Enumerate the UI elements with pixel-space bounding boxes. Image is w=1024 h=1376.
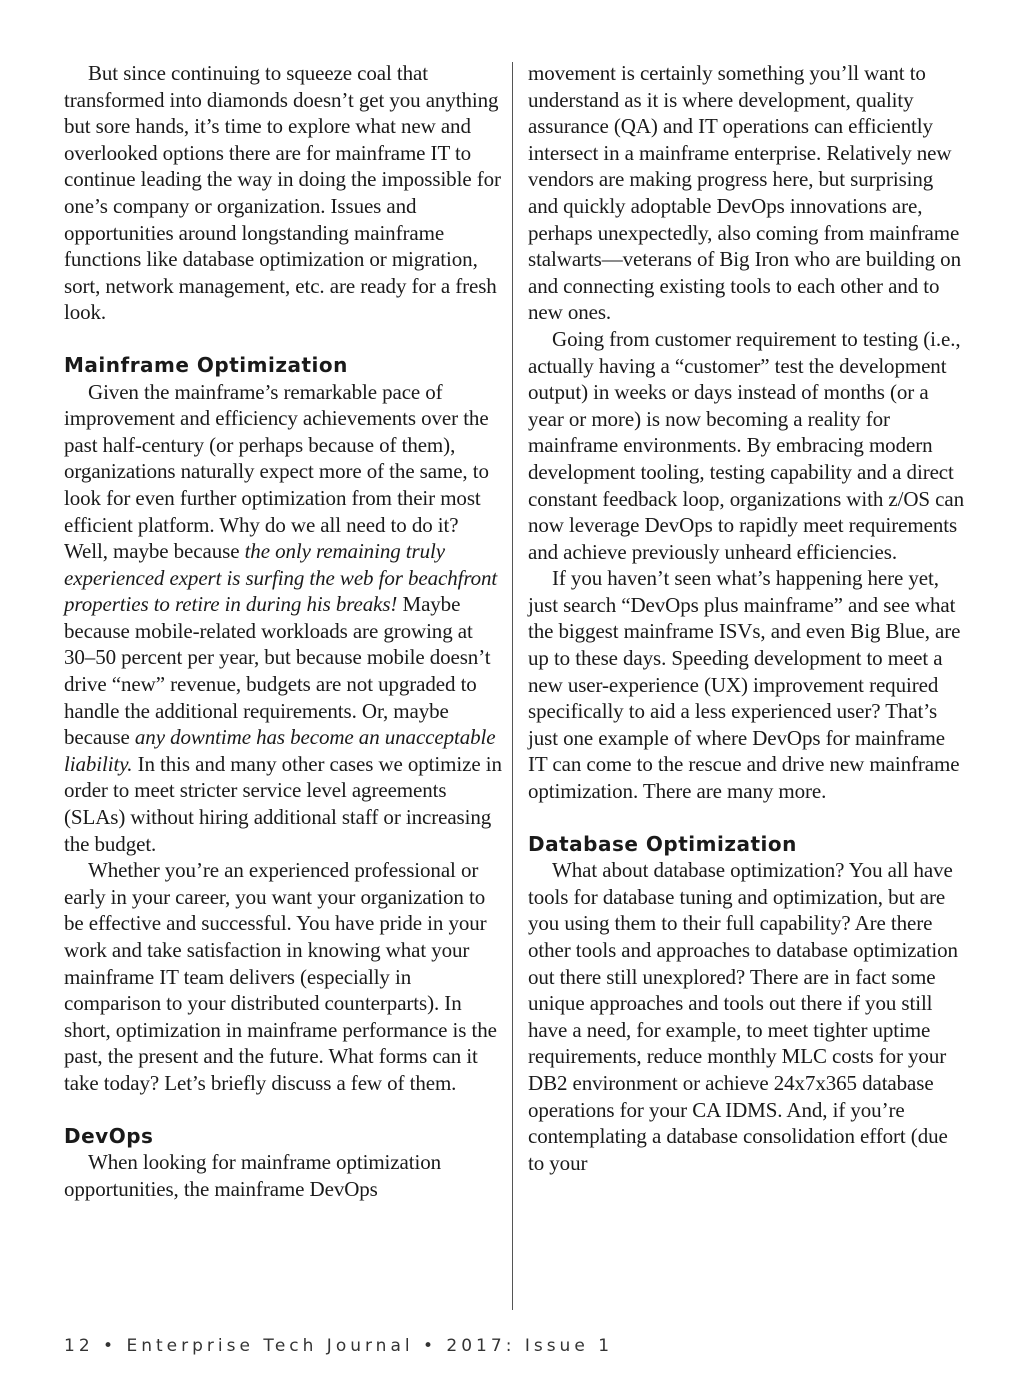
heading-devops: DevOps [64,1123,154,1148]
paragraph-professional: Whether you’re an experienced professional or early in your career, you want your organization to be effective and successful. You have pride in your work and take satisfaction in knowing what your mainframe IT team delivers (especially in comparison to your distributed counterparts). In short, optimization in mainframe performance is the past, the present and the future. What forms can it take today? Let’s briefly discuss a few of them. [64,858,497,1095]
paragraph-devops-start: When looking for mainframe optimization opportunities, the mainframe DevOps [64,1150,441,1201]
column-divider [512,62,513,1310]
right-column [528,60,964,1176]
page-footer: 12 • Enterprise Tech Journal • 2017: Issue 1 [64,1336,614,1356]
paragraph-devops-search: If you haven’t seen what’s happening here yet, just search “DevOps plus mainframe” and see what the biggest mainframe ISVs, and even Big Blue, are up to these days. Speeding development to meet a new user-experience (UX) improvement required specifically to aid a less experienced user? That’s just one example of where DevOps for mainframe IT can come to the rescue and drive new mainframe optimization. There are many more. [528,566,961,804]
paragraph-customer-requirement: Going from customer requirement to testing (i.e., actually having a “customer” test the development output) in weeks or days instead of months (or a year or more) is now becoming a reality for mainframe environments. By embracing modern development tooling, testing capability and a direct constant feedback loop, organizations with z/OS can now leverage DevOps to rapidly meet requirements and achieve previously unheard efficiencies. [528,326,964,564]
paragraph-devops-continued: movement is certainly something you’ll want to understand as it is where development, quality assurance (QA) and IT operations can efficiently intersect in a mainframe enterprise. Relatively new vendors are making progress here, but surprising and quickly adoptable DevOps innovations are, perhaps unexpectedly, also coming from mainframe stalwarts—veterans of Big Iron who are building on and connecting existing tools to each other and to new ones. [528,61,961,325]
heading-mainframe-optimization: Mainframe Optimization [64,352,348,377]
paragraph-intro: But since continuing to squeeze coal that transformed into diamonds doesn’t get you anything but sore hands, it’s time to explore what new and overlooked options there are for mainframe IT to continue leading the way in doing the impossible for one’s company or organization. Issues and opportunities around longstanding mainframe functions like database optimization or migration, sort, network management, etc. are ready for a fresh look. [64,61,501,325]
left-column [64,60,504,1202]
paragraph-database-optimization: What about database optimization? You all have tools for database tuning and optimization, but are you using them to their full capability? Are there other tools and approaches to database optimization out there still unexplored? There are in fact some unique approaches and tools out there if you still have a need, for example, to meet tighter uptime requirements, reduce monthly MLC costs for your DB2 environment or achieve 24x7x365 database operations for your CA IDMS. And, if you’re contemplating a database consolidation effort (due to your [528,858,958,1175]
paragraph-mainframe-optimization: Given the mainframe’s remarkable pace of improvement and efficiency achievements over the past half-century (or perhaps because of them), organizations naturally expect more of the same, to look for even further optimization from their most efficient platform. Why do we all need to do it? Well, maybe because the only remaining truly experienced expert is surfing the web for beachfront properties to retire in during his breaks! Maybe because mobile-related workloads are growing at 30–50 percent per year, but because mobile doesn’t drive “new” revenue, budgets are not upgraded to handle the additional requirements. Or, maybe because any downtime has become an unacceptable liability. In this and many other cases we optimize in order to meet stricter service level agreements (SLAs) without hiring additional staff or increasing the budget. [64,379,502,856]
heading-database-optimization: Database Optimization [528,831,797,856]
